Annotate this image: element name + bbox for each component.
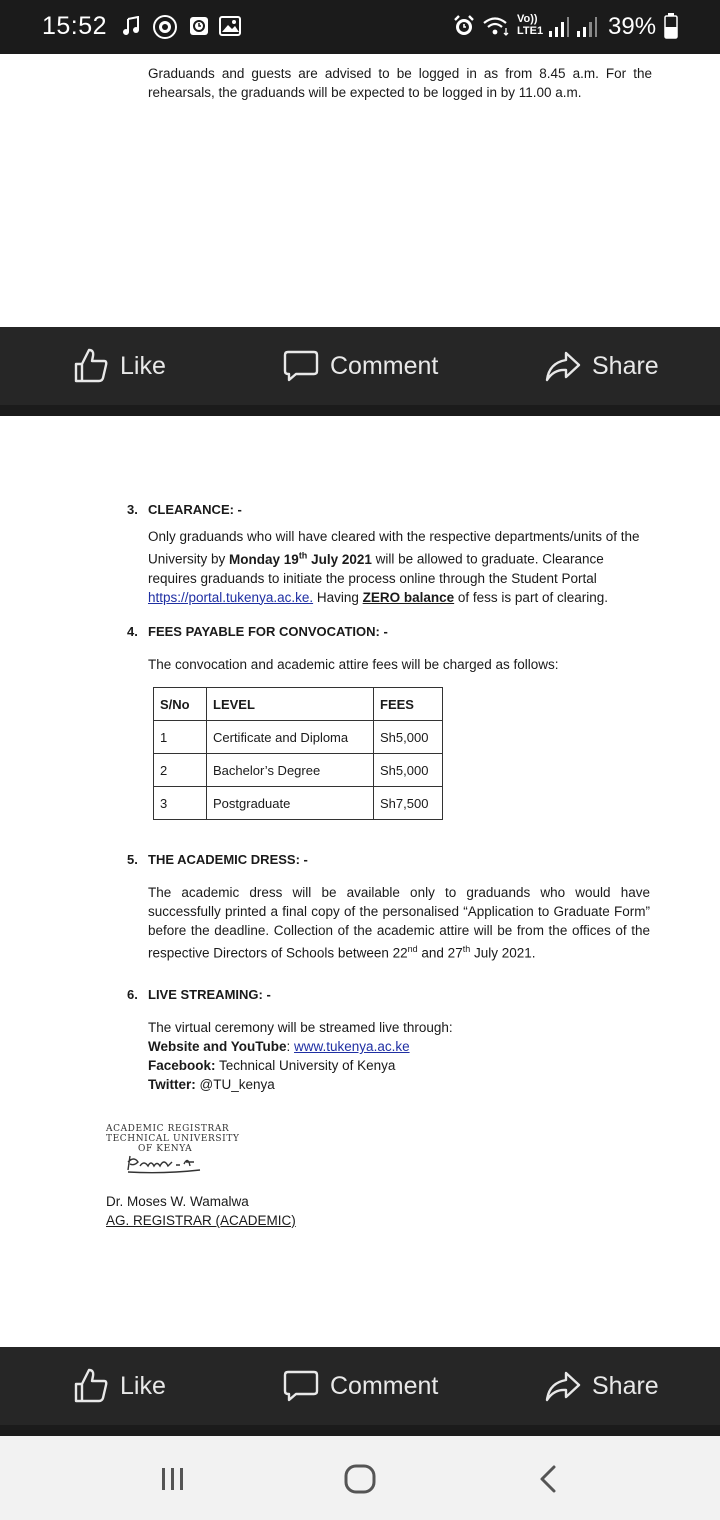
share-label: Share — [592, 1371, 659, 1400]
share-button[interactable] — [544, 1347, 659, 1425]
facebook-line: Facebook: Technical University of Kenya — [148, 1058, 396, 1073]
back-icon[interactable] — [534, 1462, 564, 1501]
fees-table — [153, 687, 443, 820]
table-row — [154, 754, 443, 787]
fees-intro: The convocation and academic attire fees will be charged as follows: — [148, 657, 559, 672]
divider — [0, 1425, 720, 1436]
share-button[interactable] — [544, 327, 659, 405]
home-icon[interactable] — [342, 1462, 378, 1501]
comment-button[interactable] — [282, 327, 438, 405]
section-heading-clearance: 3. CLEARANCE: - — [127, 502, 242, 517]
comment-label: Comment — [330, 1371, 439, 1400]
clearance-text: Only graduands who will have cleared with the respective departments/units of the University by Monday 19th July 2021 will be allowed to graduate. Clearance requires graduands to initiate the process online through the Student Portal https://portal.tukenya.ac.ke. Having ZERO balance of fess is part of clearing. — [148, 529, 640, 605]
table-header: S/No — [154, 688, 207, 721]
table-header-row — [154, 688, 443, 721]
table-cell: 3 — [154, 787, 207, 820]
table-cell: 1 — [154, 721, 207, 754]
table-cell: Sh7,500 — [374, 787, 443, 820]
signal-icon — [549, 15, 601, 44]
table-row — [154, 787, 443, 820]
table-cell: 2 — [154, 754, 207, 787]
registrar-title: AG. REGISTRAR (ACADEMIC) — [106, 1213, 296, 1228]
divider — [0, 405, 720, 416]
network-type: Vo)) LTE1 — [517, 13, 544, 37]
thumbs-up-icon — [72, 1367, 110, 1405]
rehearsal-note: Graduands and guests are advised to be logged in as from 8.45 a.m. For the rehearsals, the graduands will be expected to be logged in by 11.00 a.m. — [148, 66, 652, 100]
live-streaming-intro: The virtual ceremony will be streamed live through: — [148, 1020, 453, 1035]
battery-icon — [664, 13, 678, 44]
section-heading-academic-dress: 5. THE ACADEMIC DRESS: - — [127, 852, 308, 867]
music-note-icon — [122, 16, 142, 43]
battery-percent: 39% — [608, 13, 657, 40]
website-link[interactable]: www.tukenya.ac.ke — [294, 1039, 410, 1054]
handwritten-signature — [124, 1150, 208, 1176]
table-cell: Sh5,000 — [374, 754, 443, 787]
website-line: Website and YouTube: www.tukenya.ac.ke — [148, 1039, 410, 1054]
live-streaming-text — [148, 1018, 648, 1094]
share-arrow-icon — [544, 347, 582, 385]
thumbs-up-icon — [72, 347, 110, 385]
document-page-fragment — [0, 54, 720, 327]
speech-bubble-icon — [282, 1367, 320, 1405]
like-button[interactable] — [72, 1347, 166, 1425]
wifi-icon — [482, 14, 512, 43]
section-heading-live-streaming: 6. LIVE STREAMING: - — [127, 987, 271, 1002]
table-row — [154, 721, 443, 754]
table-header: LEVEL — [207, 688, 374, 721]
status-time: 15:52 — [42, 12, 108, 40]
post-action-bar — [0, 1347, 720, 1425]
registrar-name: Dr. Moses W. Wamalwa — [106, 1194, 249, 1209]
post-action-bar — [0, 327, 720, 405]
portal-link[interactable]: https://portal.tukenya.ac.ke. — [148, 589, 314, 605]
table-cell: Certificate and Diploma — [207, 721, 374, 754]
like-label: Like — [120, 1371, 166, 1400]
share-arrow-icon — [544, 1367, 582, 1405]
like-label: Like — [120, 351, 166, 380]
section-heading-fees: 4. FEES PAYABLE FOR CONVOCATION: - — [127, 624, 388, 639]
app-notification-icon — [189, 16, 209, 41]
status-bar — [0, 0, 720, 54]
speech-bubble-icon — [282, 347, 320, 385]
table-cell: Postgraduate — [207, 787, 374, 820]
recent-apps-icon[interactable] — [158, 1464, 188, 1499]
twitter-line: Twitter: @TU_kenya — [148, 1077, 275, 1092]
table-header: FEES — [374, 688, 443, 721]
table-cell: Sh5,000 — [374, 721, 443, 754]
comment-label: Comment — [330, 351, 439, 380]
system-navigation-bar — [0, 1436, 720, 1520]
like-button[interactable] — [72, 327, 166, 405]
club-crest-icon — [152, 14, 178, 45]
share-label: Share — [592, 351, 659, 380]
alarm-icon — [452, 14, 476, 43]
registrar-stamp: ACADEMIC REGISTRAR TECHNICAL UNIVERSITY OF KENYA — [106, 1124, 240, 1154]
table-cell: Bachelor’s Degree — [207, 754, 374, 787]
comment-button[interactable] — [282, 1347, 438, 1425]
gallery-icon — [219, 16, 241, 41]
academic-dress-text: The academic dress will be available only to graduands who would have successfully printed a final copy of the personalised “Application to Graduate Form” before the deadline. Collection of the academic attire will be from the offices of the respective Directors of Schools between 22nd and 27th July 2021. — [148, 885, 650, 961]
